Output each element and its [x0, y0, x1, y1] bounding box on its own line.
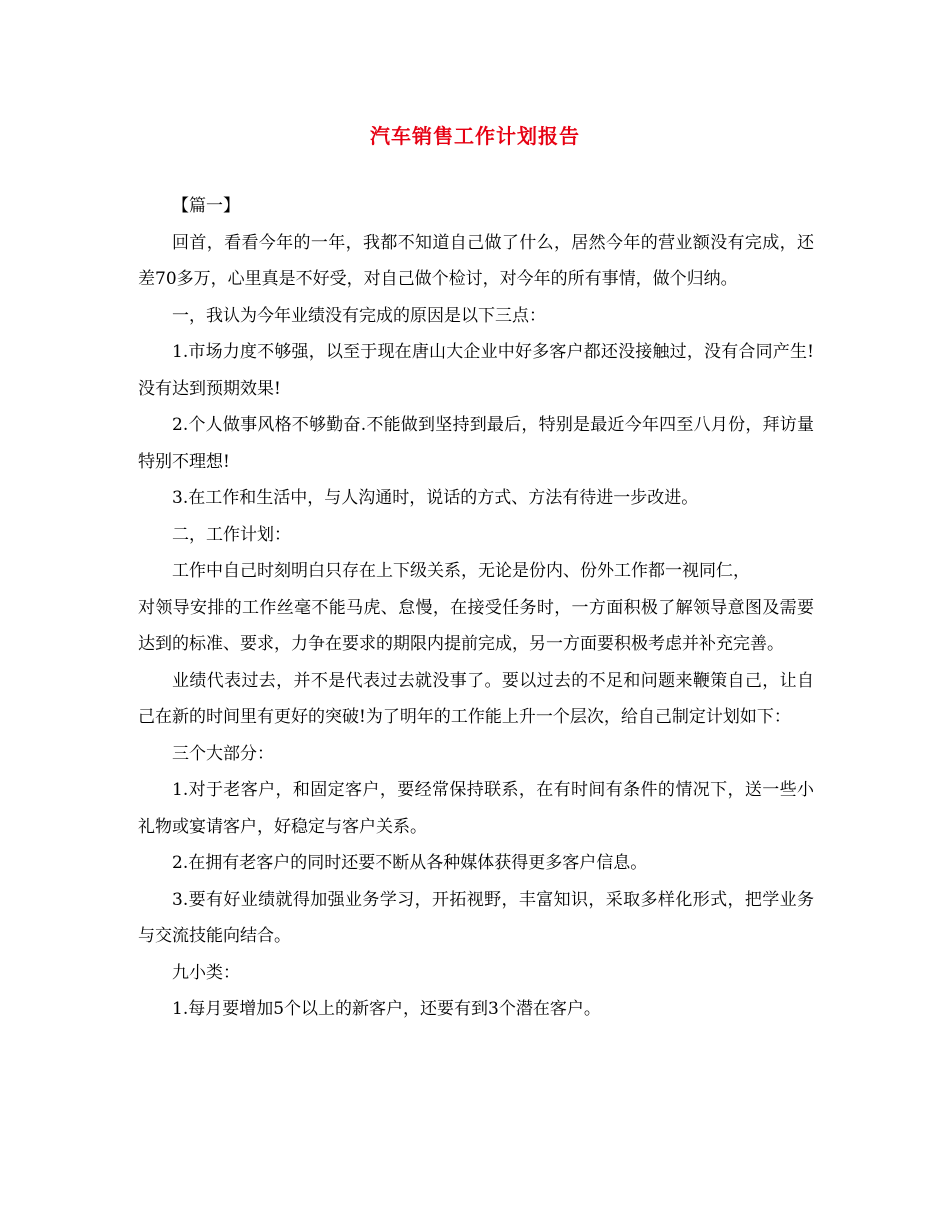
paragraph: 三个大部分：: [172, 743, 274, 764]
paragraph: 业绩代表过去，并不是代表过去就没事了。要以过去的不足和问题来鞭策自己，让自己在新的时间里有更好的突破!为了明年的工作能上升一个层次，给自己制定计划如下：: [138, 670, 814, 727]
list-item: 2.个人做事风格不够勤奋.不能做到坚持到最后，特别是最近今年四至八月份，拜访量特别不理想!: [138, 415, 814, 472]
list-item: 3.要有好业绩就得加强业务学习，开拓视野，丰富知识，采取多样化形式，把学业务与交流技能向结合。: [138, 889, 814, 946]
list-item: 1.每月要增加5个以上的新客户，还要有到3个潜在客户。: [172, 999, 601, 1019]
paragraph: 一，我认为今年业绩没有完成的原因是以下三点：: [172, 305, 546, 326]
list-item: 1.对于老客户，和固定客户，要经常保持联系，在有时间有条件的情况下，送一些小礼物或宴请客户，好稳定与客户关系。: [138, 780, 814, 837]
list-item: 2.在拥有老客户的同时还要不断从各种媒体获得更多客户信息。: [172, 853, 648, 873]
document-title: 汽车销售工作计划报告: [370, 124, 580, 148]
paragraph: 九小类：: [172, 962, 240, 983]
section-heading: 【篇一】: [172, 196, 240, 216]
paragraph: 二，工作计划：: [172, 524, 291, 545]
document-body: [138, 188, 814, 1028]
list-item: 1.市场力度不够强，以至于现在唐山大企业中好多客户都还没接触过，没有合同产生!没有达到预期效果!: [138, 342, 814, 399]
paragraph: 工作中自己时刻明白只存在上下级关系，无论是份内、份外工作都一视同仁，: [172, 561, 750, 581]
paragraph: 对领导安排的工作丝毫不能马虎、怠慢，在接受任务时，一方面积极了解领导意图及需要达到的标准、要求，力争在要求的期限内提前完成，另一方面要积极考虑并补充完善。: [138, 597, 814, 654]
list-item: 3.在工作和生活中，与人沟通时，说话的方式、方法有待进一步改进。: [172, 488, 699, 508]
paragraph: 回首，看看今年的一年，我都不知道自己做了什么，居然今年的营业额没有完成，还差70多万，心里真是不好受，对自己做个检讨，对今年的所有事情，做个归纳。: [138, 232, 814, 289]
